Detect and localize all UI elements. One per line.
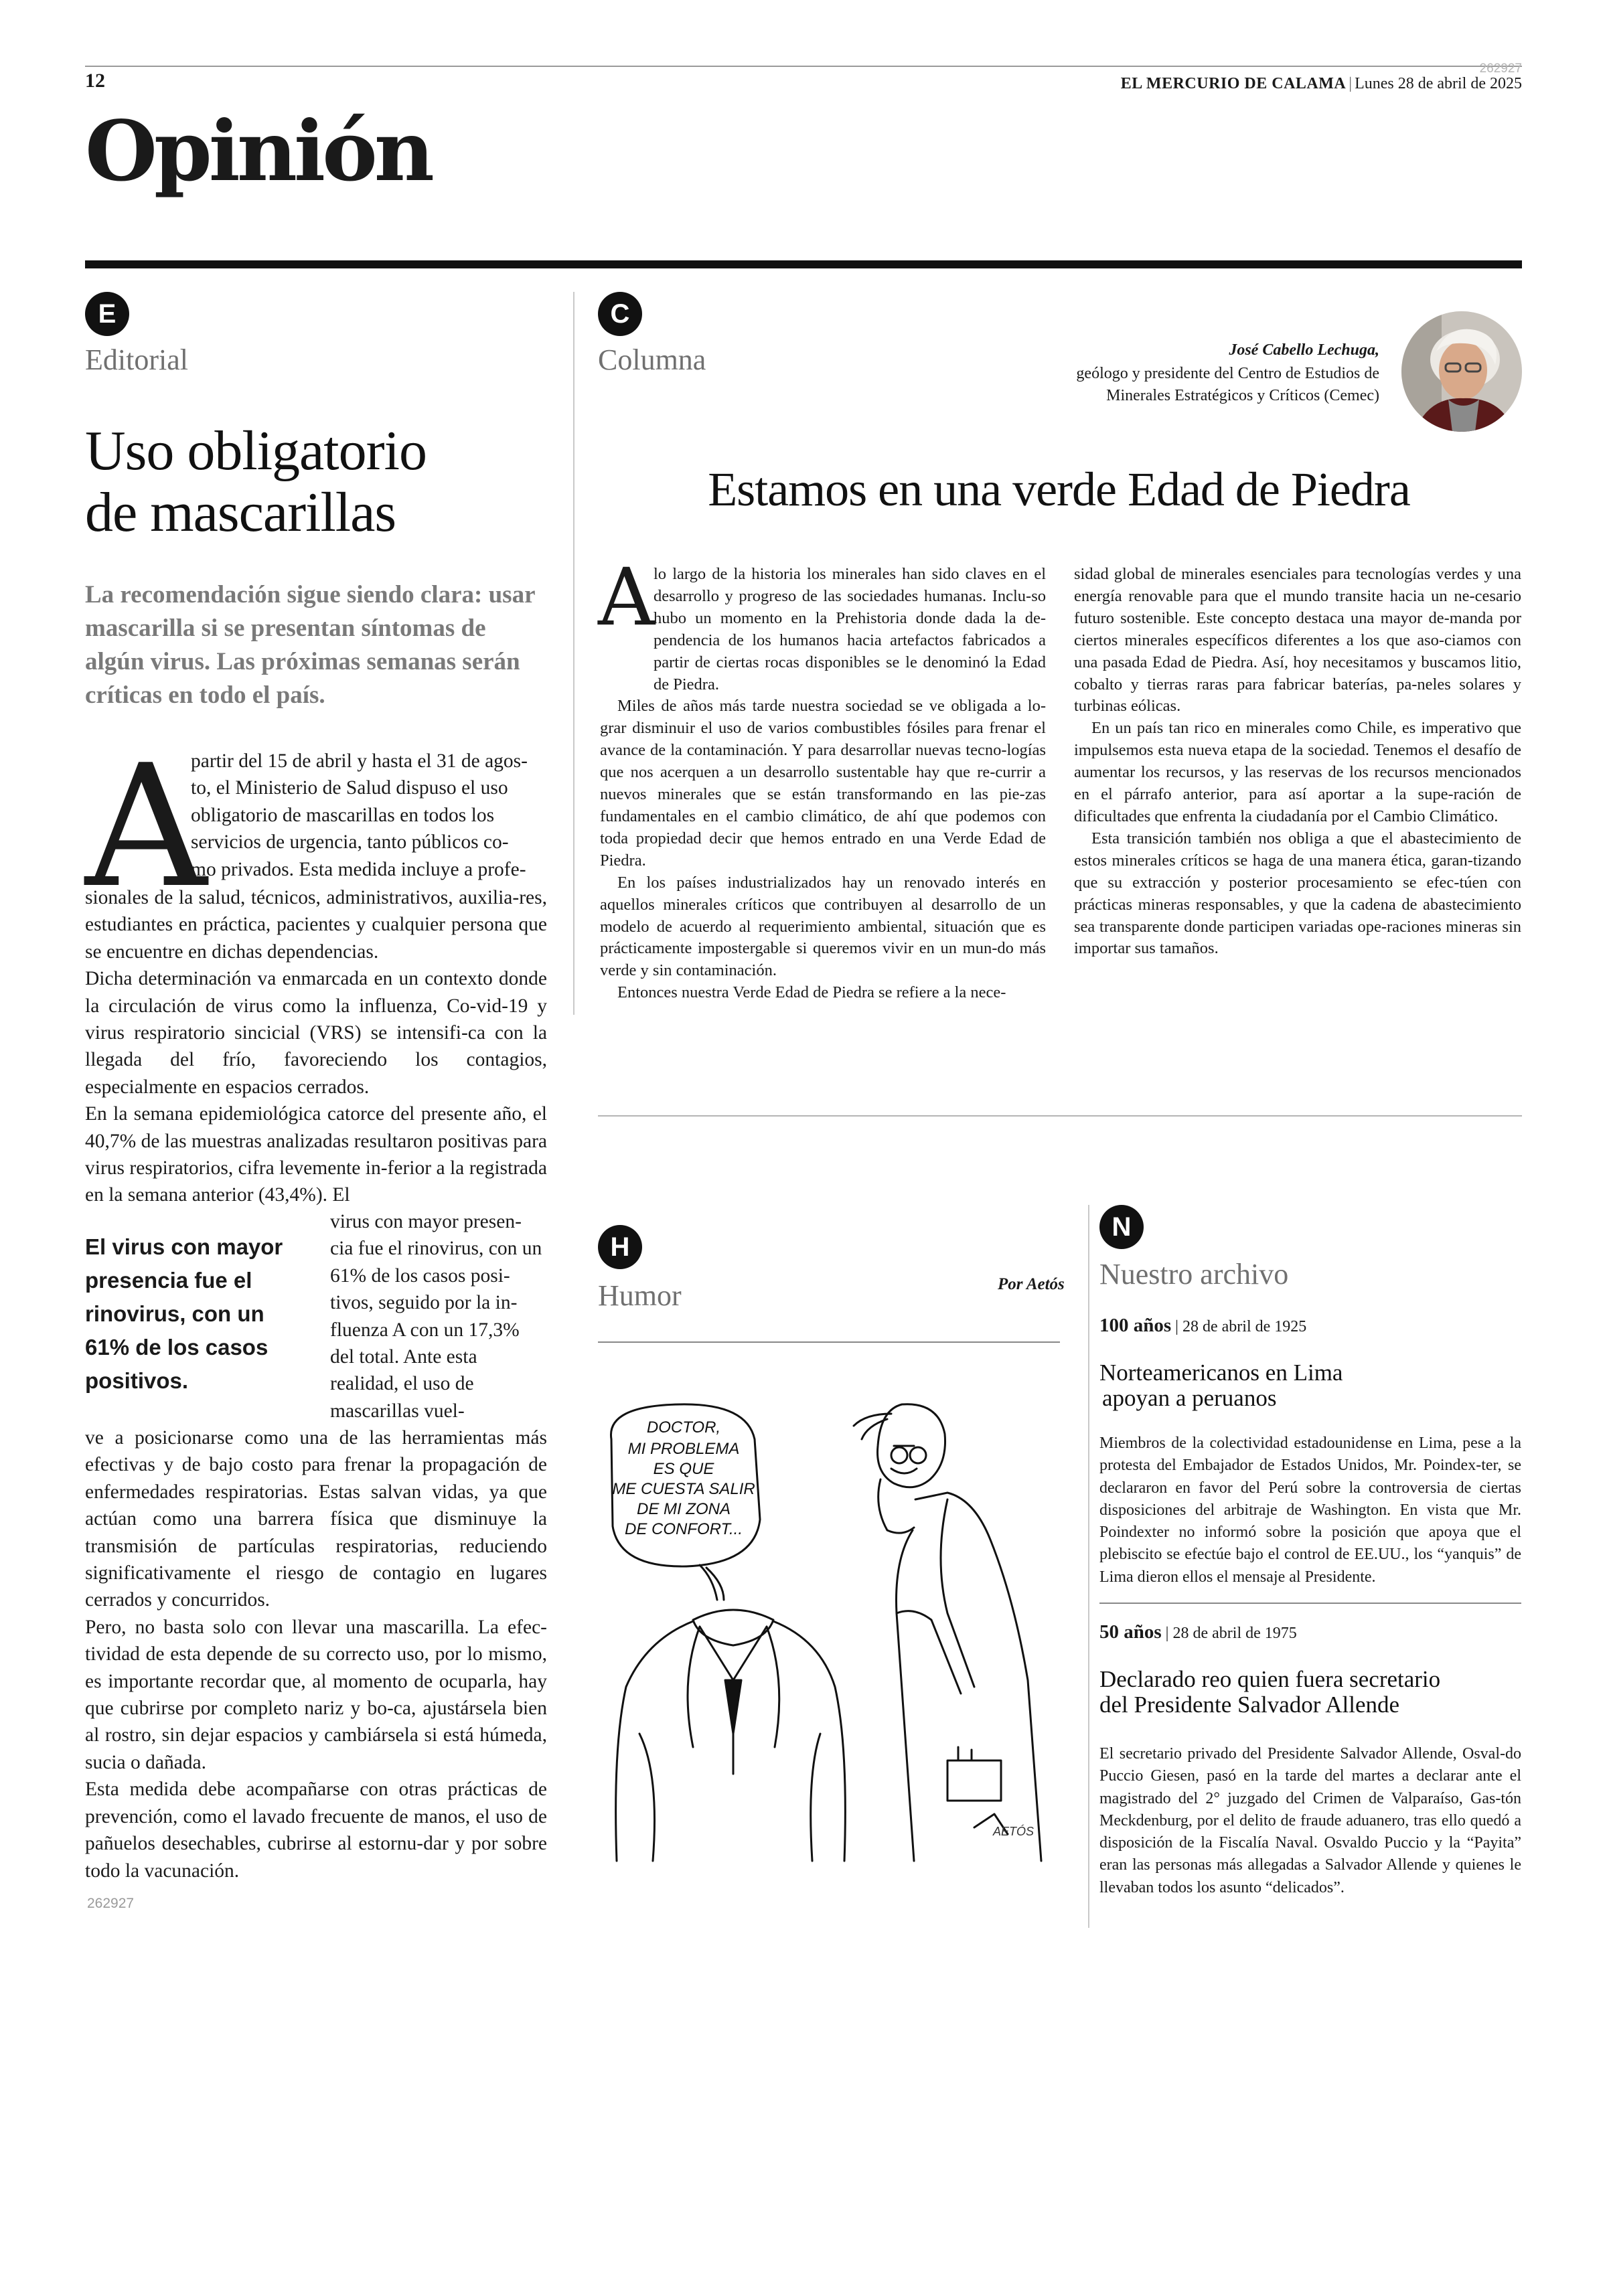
page-code: 262927 [1479, 62, 1522, 76]
editorial-label: Editorial [85, 343, 188, 376]
humor-rule [598, 1341, 1060, 1343]
svg-text:DOCTOR,: DOCTOR, [646, 1418, 721, 1437]
column-dropcap: A [598, 551, 656, 643]
humor-badge: H [598, 1225, 642, 1269]
column-text-1: lo largo de la historia los minerales han sido claves en el desarrollo y progreso de las sociedades humanas. Inclu-so hubo un momento en la Prehistoria donde dada la de-pendencia de los humanos hacia artefactos fabricados a partir de ciertas rocas disponibles se le denominó la Edad de Piedra. Miles de años más tarde nuestra sociedad se ve obligada a lo-grar disminuir el uso de varios combustibles fósiles para frenar el avance de la contaminación. Y para desarrollar nuevas tecno-logías que nos acerquen a un desarrollo sustentable hay que re-currir a nuevos minerales que se están transformando en las pie-zas fundamentales en el cambio climático, de ahí que podemos con toda propiedad decir que hemos entrado en una Verde Edad de Piedra. En los países industrializados hay un renovado interés en aquellos minerales críticos que contribuyen al desarrollo de un modelo de acuerdo al requerimiento ambiental, situación que es prácticamente impostergable si queremos vivir en un mun-do más verde y sin contaminación. Entonces nuestra Verde Edad de Piedra se refiere a la nece- [600, 565, 1046, 1002]
archive-item-1-years: 100 años | 28 de abril de 1925 [1099, 1315, 1307, 1336]
section-rule [85, 260, 1522, 268]
archive-item-rule [1099, 1603, 1521, 1604]
editorial-badge: E [85, 292, 129, 336]
author-photo [1401, 311, 1522, 432]
editorial-intro: partir del 15 de abril y hasta el 31 de agos- to, el Ministerio de Salud dispuso el uso obligatorio de mascarillas en todos los servicios de urgencia, tanto públicos co- mo privados. Esta medida incluye a profe- [191, 750, 528, 880]
column-bottom-rule [598, 1115, 1522, 1117]
archive-item-1-headline: Norteamericanos en Lima apoyan a peruanos [1099, 1360, 1343, 1411]
masthead: EL MERCURIO DE CALAMA | Lunes 28 de abril de 2025 [1120, 75, 1522, 92]
svg-text:ME CUESTA SALIR: ME CUESTA SALIR [612, 1480, 755, 1498]
editorial-body-2: ve a posicionarse como una de las herramientas más efectivas y de bajo costo para frenar la propagación de enfermedades respiratorias. Estas salvan vidas, ya que actúan como una barrera física que disminuye la transmisión de partículas respiratorias, reduciendo significativamente el riesgo de contagio en lugares cerrados y concurridos. Pero, no basta solo con llevar una mascarilla. La efec-tividad de esta depende de su correcto uso, por lo mismo, es importante recordar que, al momento de ocuparla, hay que cubrirse por completo nariz y bo-ca, ajustársela bien al rostro, sin dejar espacios y cambiársela si está húmeda, sucia o dañada. Esta medida debe acompañarse con otras prácticas de prevención, como el lavado frecuente de manos, el uso de pañuelos desechables, cubrirse al estornu-dar y por sobre todo la vacunación. [85, 1427, 547, 1882]
editorial-dek: La recomendación sigue siendo clara: usar mascarilla si se presentan síntomas de algún virus. Las próximas semanas serán críticas en todo el país. [85, 581, 535, 709]
editorial-pullquote: El virus con mayor presencia fue el rinovirus, con un 61% de los casos positivos. [85, 1234, 283, 1393]
editorial-body-1: sionales de la salud, técnicos, administrativos, auxilia-res, estudiantes en práctica, pacientes y cualquier persona que se encuentre en dichas dependencias. Dicha determinación va enmarcada en un contexto donde la circulación de virus como la influenza, Co-vid-19 y virus respiratorio sincicial (VRS) se intensifi-ca con la llegada del frío, favoreciendo los contagios, especialmente en espacios cerrados. En la semana epidemiológica catorce del presente año, el 40,7% de las muestras analizadas resultaron positivas para virus respiratorios, cifra levemente in-ferior a la registrada en la semana anterior (43,4%). El [85, 887, 547, 1206]
svg-text:DE MI ZONA: DE MI ZONA [636, 1500, 731, 1518]
editorial-dropcap: A [85, 729, 207, 925]
archive-badge: N [1099, 1205, 1144, 1249]
archive-label: Nuestro archivo [1099, 1258, 1289, 1291]
archive-divider [1088, 1205, 1089, 1928]
humor-cartoon [599, 1399, 1061, 1868]
column-divider [573, 292, 575, 1015]
publication-date: Lunes 28 de abril de 2025 [1355, 75, 1522, 92]
editorial-narrow-block: virus con mayor presen-cia fue el rinovirus, con un 61% de los casos posi-tivos, seguido por la in-fluenza A con un 17,3% del total. Ante esta realidad, el uso de mascarillas vuel- [330, 1211, 542, 1422]
column-text-2: sidad global de minerales esenciales para tecnologías verdes y una energía renovable para que el mundo transite hacia un ne-cesario futuro sostenible. Este concepto destaca una mayor de-manda por ciertos minerales específicos diferentes a los que aso-ciamos con una pasada Edad de Piedra. Así, hoy necesitamos y buscamos litio, cobalto y tierras raras para fabricar baterías, pa-neles solares y turbinas eólicas. En un país tan rico en minerales como Chile, es imperativo que impulsemos esta nueva etapa de la sociedad. Tenemos el desafío de aumentar los recursos, y las reservas de los recursos mencionados en el párrafo anterior, para así aportar a la supe-ración de dificultades que enfrenta la ciudadanía por el Cambio Climático. Esta transición también nos obliga a que el abastecimiento de estos minerales críticos se haga de una manera ética, garan-tizando que su extracción y posterior procesamiento se efec-túen con prácticas mineras responsables, y que la cadena de abastecimiento sea transparente donde participen variadas ope-raciones mineras sin importar sus tamaños. [1074, 565, 1521, 958]
section-title: Opinión [85, 103, 431, 200]
column-headline: Estamos en una verde Edad de Piedra [708, 463, 1410, 516]
page-number: 12 [85, 70, 105, 92]
author-name: José Cabello Lechuga, [1229, 341, 1379, 359]
humor-byline: Por Aetós [998, 1275, 1065, 1293]
humor-label: Humor [598, 1279, 682, 1312]
archive-item-2-years: 50 años | 28 de abril de 1975 [1099, 1621, 1297, 1643]
publication-name: EL MERCURIO DE CALAMA [1120, 75, 1347, 92]
top-rule [85, 66, 1522, 67]
archive-item-2-headline: Declarado reo quien fuera secretario del Presidente Salvador Allende [1099, 1666, 1441, 1718]
svg-text:MI PROBLEMA: MI PROBLEMA [627, 1440, 740, 1458]
archive-item-1-body: Miembros de la colectividad estadounidense en Lima, pese a la protesta del Embajador de Estados Unidos, Mr. Poindex-ter, se declararon en favor del Perú sobre la controversia de ciertas disposiciones del arbitraje de Washington. En vista que Mr. Poindexter no informó sobre la posición que apoya que el plebiscito se efectúe bajo el control de EE.UU., los “yanquis” de Lima dieron ellos el mensaje al Presidente. [1099, 1434, 1521, 1586]
column-badge: C [598, 292, 642, 336]
svg-text:ES QUE: ES QUE [653, 1460, 714, 1478]
cartoon-signature: AETÓS [993, 1825, 1035, 1838]
column-label: Columna [598, 343, 706, 376]
archive-item-2-body: El secretario privado del Presidente Salvador Allende, Osval-do Puccio Giesen, pasó en la tarde del martes a declarar ante el magistrado del 2° juzgado del Crimen de Valparaíso, Gas-tón Meckdenburg, por el delito de fraude aduanero, tras ello quedó a disposición de la Fiscalía Naval. Osvaldo Puccio y la “Payita” eran las personas más allegadas a Salvador Allende y quienes le llevaban todos los asunto “delicados”. [1099, 1745, 1521, 1896]
author-role: geólogo y presidente del Centro de Estudios de Minerales Estratégicos y Críticos (Cemec) [1076, 365, 1379, 404]
editorial-code: 262927 [87, 1896, 135, 1911]
editorial-headline: Uso obligatorio de mascarillas [85, 420, 427, 544]
svg-text:DE CONFORT...: DE CONFORT... [624, 1520, 743, 1538]
